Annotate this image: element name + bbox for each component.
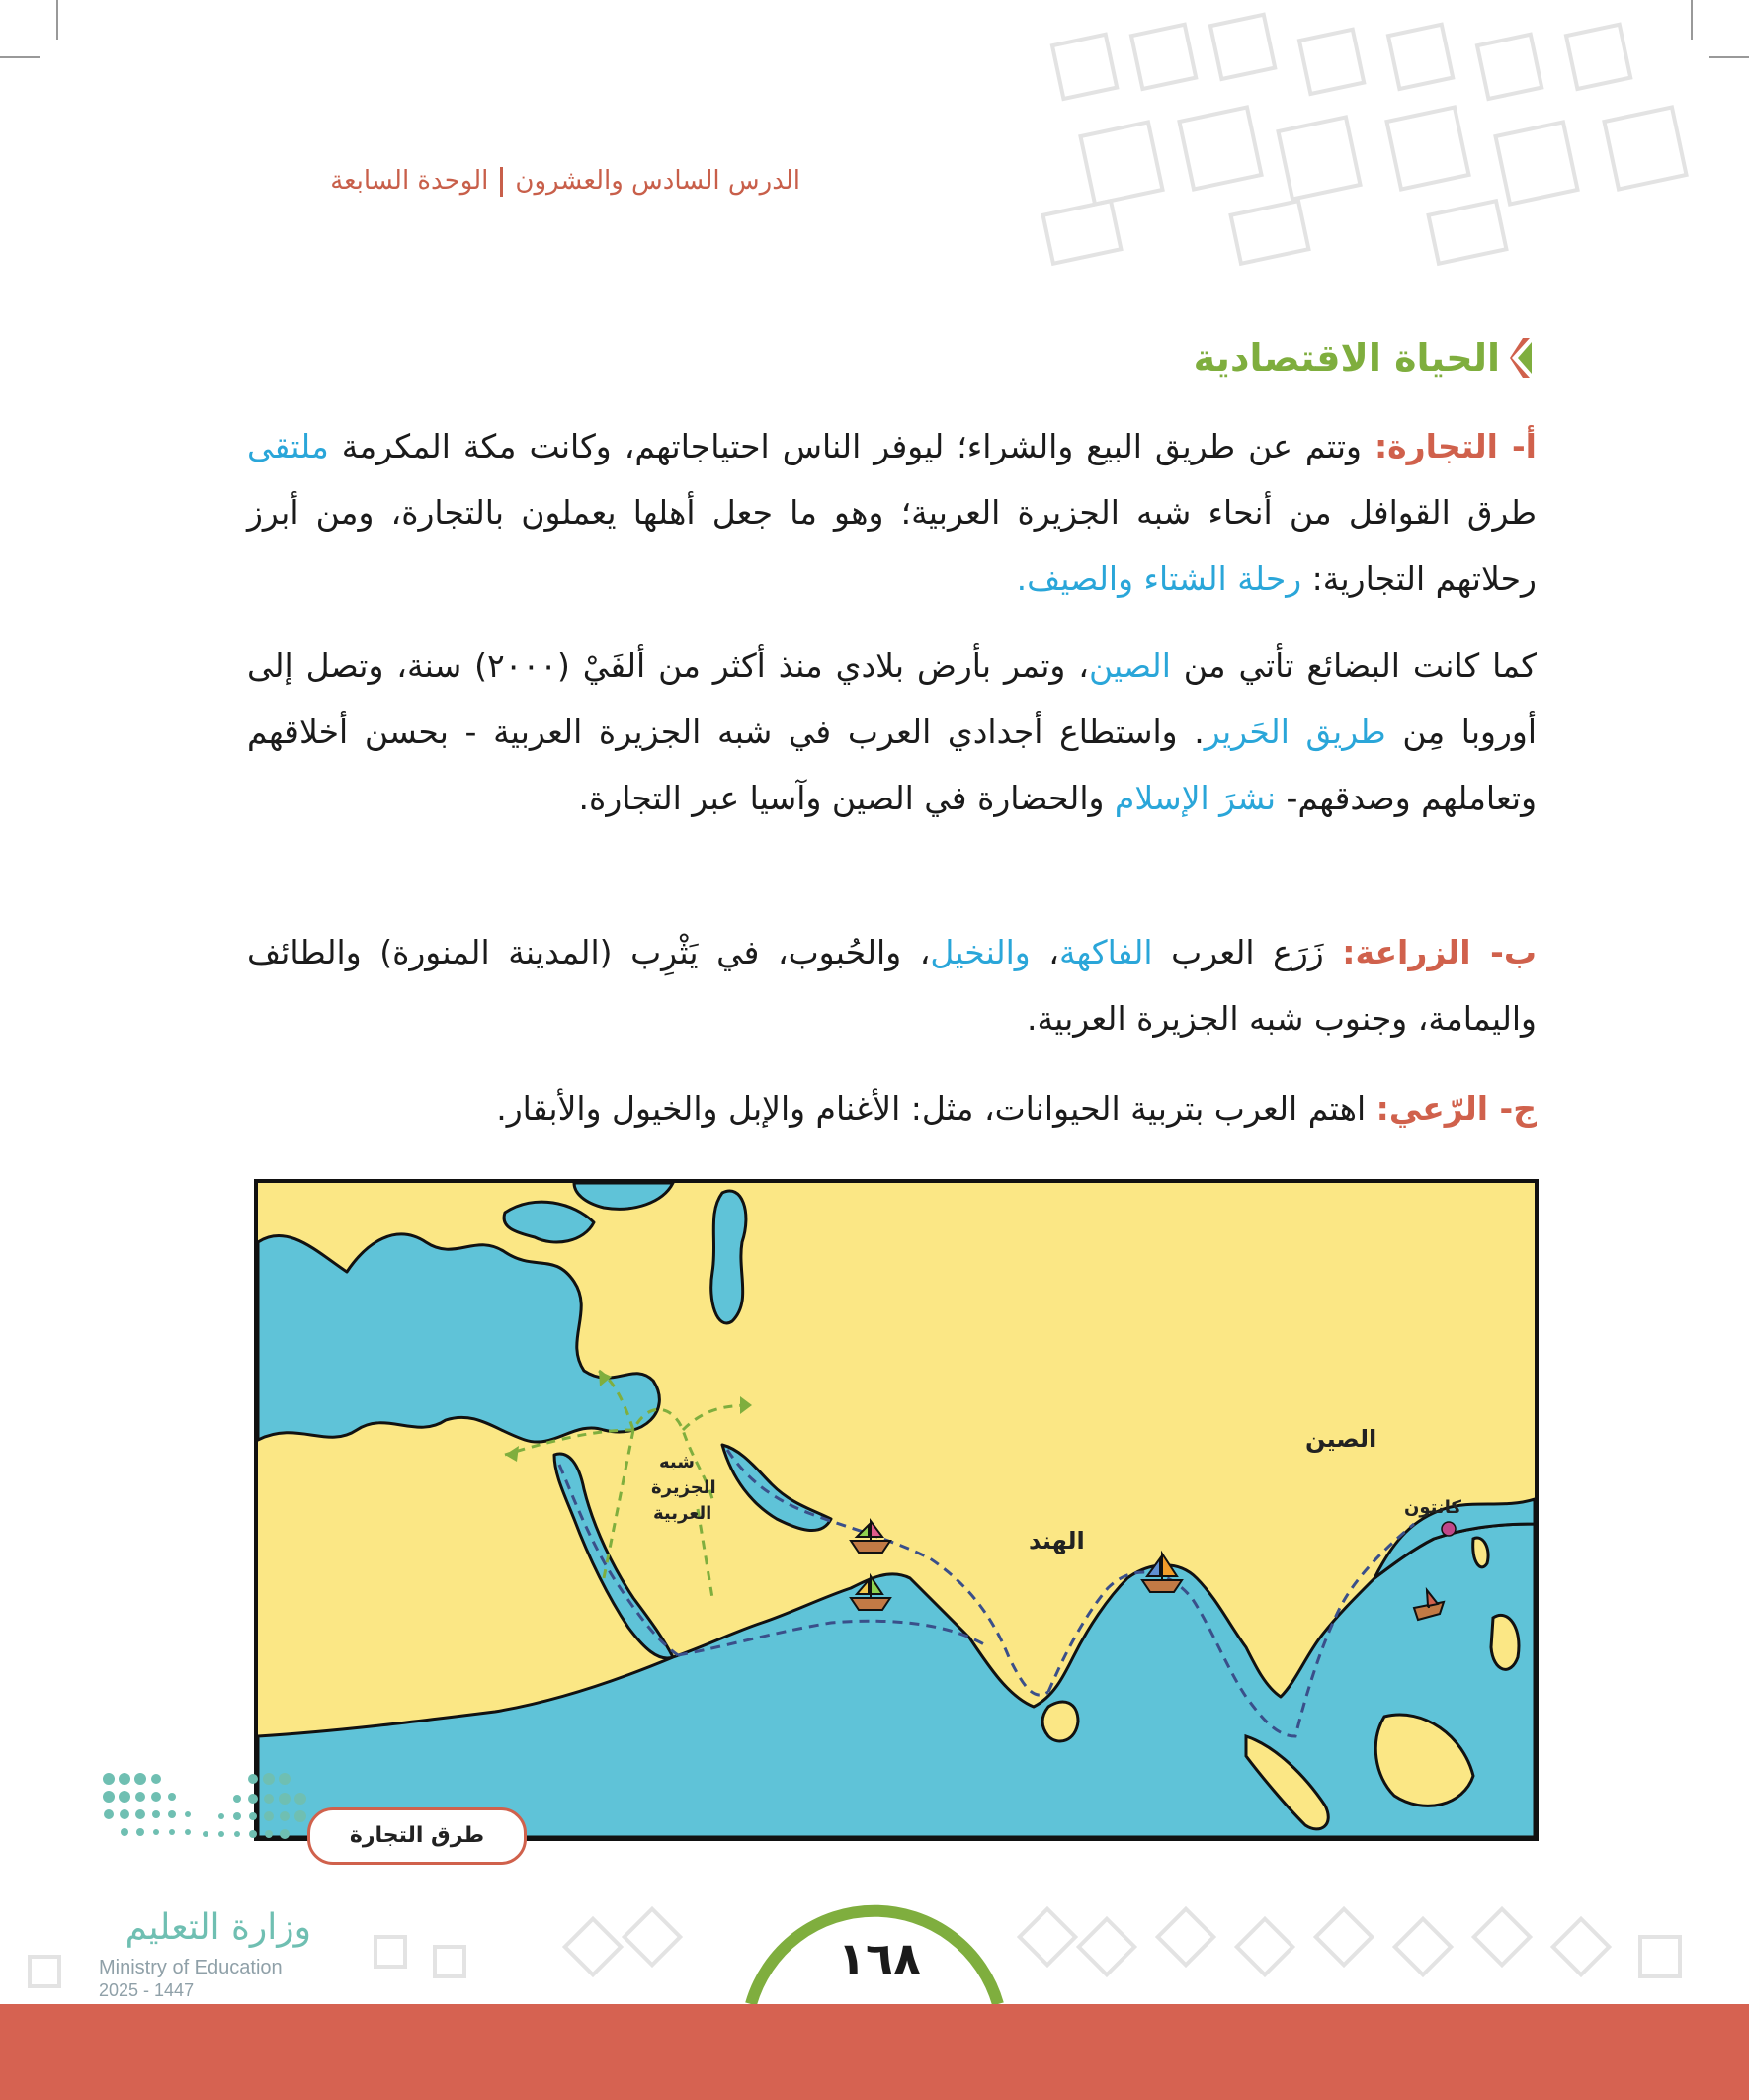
agri-text-1: زَرَع العرب [1152,933,1343,971]
paragraph-grazing [247,1075,1537,1141]
ministry-name-arabic: وزارة التعليم [125,1907,311,1948]
trade-highlight-meeting: ملتقى [247,427,329,465]
map-label-canton: كانتون [1404,1497,1461,1518]
agri-text-3: ، والحُبوب، في يَثْرِب (المدينة المنورة) والطائف واليمامة، وجنوب شبه الجزيرة العربية. [247,933,1537,1038]
silk-highlight-china: الصين [1088,646,1171,685]
map-caption: طرق التجارة [307,1807,527,1865]
island-philippines [1491,1615,1519,1669]
map-label-arabia-2: الجزيرة [651,1477,716,1498]
trade-text-1: وتتم عن طريق البيع والشراء؛ ليوفر الناس احتياجاتهم، وكانت مكة المكرمة [328,427,1374,465]
island-taiwan [1473,1538,1488,1567]
silk-text-1: كما كانت البضائع تأتي من [1170,646,1537,685]
agri-highlight-palms: والنخيل [930,933,1031,971]
map-label-india: الهند [1029,1527,1085,1554]
sea-mediterranean [258,1234,659,1442]
silk-text-3: . واستطاع أجدادي العرب في شبه الجزيرة العربية - بحسن أخلاقهم وتعاملهم وصدقهم- [247,713,1537,817]
arrow-head-east [740,1396,752,1414]
trade-label: أ- التجارة: [1374,427,1537,465]
page-header [237,166,800,197]
graze-label: ج- الرّعي: [1375,1089,1537,1128]
silk-highlight-islam: نشرَ الإسلام [1114,779,1277,817]
agri-label: ب- الزراعة: [1342,933,1538,971]
ministry-year: 2025 - 1447 [99,1980,195,2000]
page-number: ١٦٨ [837,1932,922,1985]
canton-dot [1442,1522,1456,1536]
map-label-arabia-3: العربية [653,1503,712,1524]
paragraph-agriculture [247,919,1537,1051]
sea-caspian [711,1191,746,1323]
header-lesson: الدرس السادس والعشرون [515,166,800,196]
graze-text-1: اهتم العرب بتربية الحيوانات، مثل: الأغنام والإبل والخيول والأبقار. [496,1089,1376,1128]
trade-highlight-journeys: رحلة الشتاء والصيف. [1016,559,1302,598]
map-label-china: الصين [1305,1425,1377,1453]
paragraph-trade [247,413,1537,612]
map-label-arabia-1: شبه [659,1452,695,1472]
chevron-left-icon [1510,338,1532,378]
section-heading [1194,336,1532,379]
agri-highlight-fruit: الفاكهة [1058,933,1153,971]
trade-routes-map [254,1179,1539,1841]
logo-dots-icon [99,1769,326,1907]
boat-icon [851,1521,890,1553]
header-divider [500,167,503,197]
agri-text-2: ، [1030,933,1059,971]
trade-text-2: طرق القوافل من أنحاء شبه الجزيرة العربية؛ وهو ما جعل أهلها يعملون بالتجارة، ومن أبرز رحلاتهم التجارية: [247,493,1537,598]
silk-text-4: والحضارة في الصين وآسيا عبر التجارة. [578,779,1115,817]
sea-north-fragment [574,1183,673,1209]
map-drawing [258,1183,1535,1837]
sea-black [504,1202,594,1242]
ministry-name-english: Ministry of Education [99,1957,283,1978]
paragraph-silk-road [247,632,1537,831]
island-sri-lanka [1042,1702,1078,1741]
section-title: الحياة الاقتصادية [1193,336,1500,379]
header-unit: الوحدة السابعة [330,166,489,196]
bottom-band [0,2004,1749,2100]
sea-indian-ocean [258,1524,1535,1837]
arrow-head-west [505,1446,519,1462]
ministry-logo [99,1769,326,2000]
sea-persian-gulf [722,1445,831,1531]
silk-text-2: ، وتمر بأرض بلادي منذ أكثر من ألفَيْ (٢٠٠٠) سنة، وتصل إلى أوروبا مِن [247,646,1537,751]
silk-highlight-silk-road: طريق الحَرير [1204,713,1386,751]
